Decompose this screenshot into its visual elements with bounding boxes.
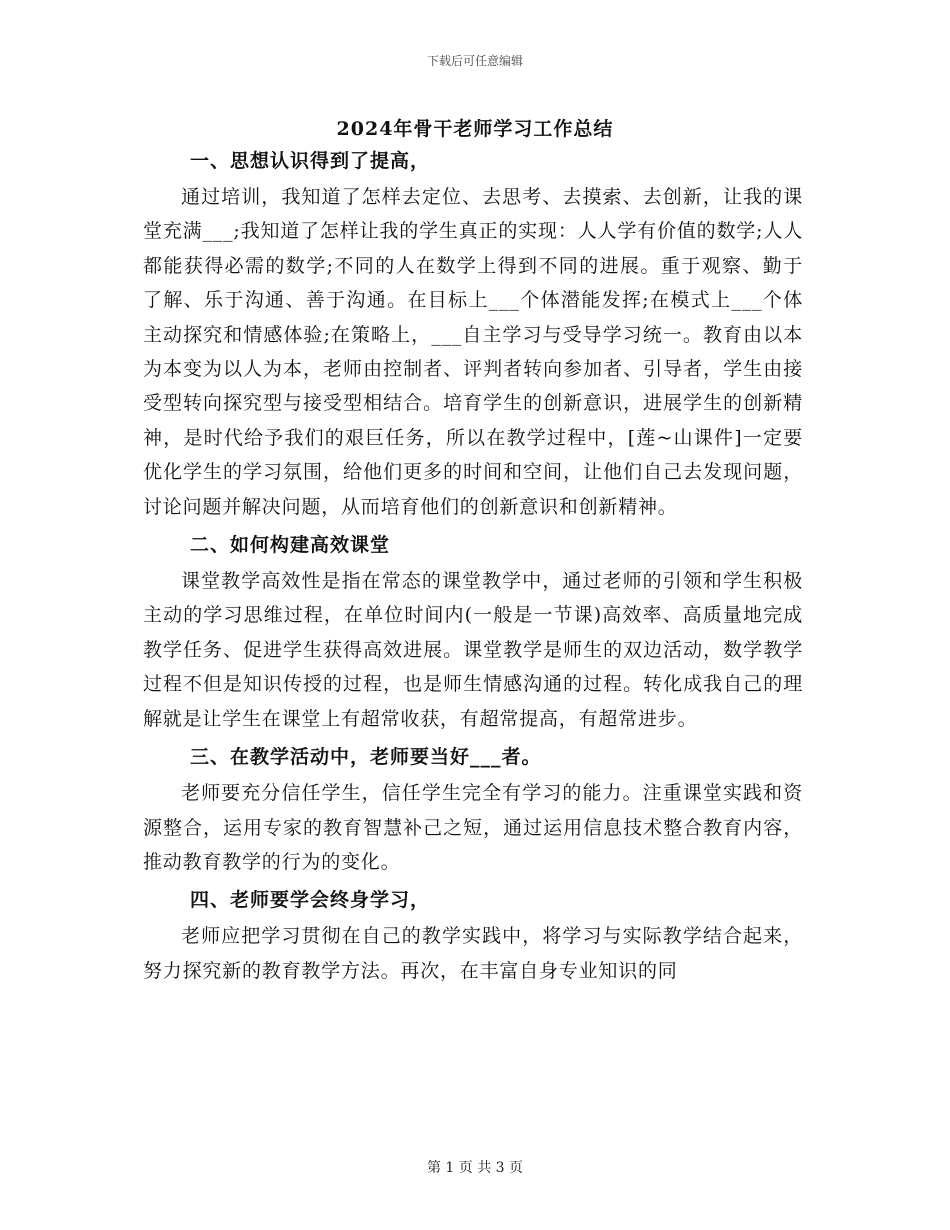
- section-paragraph: 老师应把学习贯彻在自己的教学实践中，将学习与实际教学结合起来，努力探究新的教育教学方法。再次，在丰富自身专业知识的同: [143, 925, 803, 982]
- section-heading: 四、老师要学会终身学习，: [190, 889, 431, 912]
- section-heading: 二、如何构建高效课堂: [190, 534, 391, 557]
- document-title: 2024年骨干老师学习工作总结: [336, 118, 614, 140]
- download-note: 下载后可任意编辑: [426, 54, 523, 68]
- section-2: [143, 528, 803, 736]
- section-heading: 三、在教学活动中，老师要当好___者。: [190, 746, 542, 769]
- page-indicator: 第 1 页 共 3 页: [426, 1160, 524, 1176]
- section-paragraph: 通过培训，我知道了怎样去定位、去思考、去摸索、去创新，让我的课堂充满___;我知道了怎样让我的学生真正的实现：人人学有价值的数学;人人都能获得必需的数学;不同的人在数学上得到不同的进展。重于观察、勤于了解、乐于沟通、善于沟通。在目标上___个体潜能发挥;在模式上___个体主动探究和情感体验;在策略上，___自主学习与受导学习统一。教育由以本为本变为以人为本，老师由控制者、评判者转向参加者、引导者，学生由接受型转向探究型与接受型相结合。培育学生的创新意识，进展学生的创新精神，是时代给予我们的艰巨任务，所以在教学过程中，[莲~山课件]一定要优化学生的学习氛围，给他们更多的时间和空间，让他们自己去发现问题，讨论问题并解决问题，从而培育他们的创新意识和创新精神。: [143, 186, 803, 518]
- document-body: [143, 144, 803, 992]
- section-paragraph: 课堂教学高效性是指在常态的课堂教学中，通过老师的引领和学生积极主动的学习思维过程，在单位时间内(一般是一节课)高效率、高质量地完成教学任务、促进学生获得高效进展。课堂教学是师生的双边活动，数学教学过程不但是知识传授的过程，也是师生情感沟通的过程。转化成我自己的理解就是让学生在课堂上有超常收获，有超常提高，有超常进步。: [143, 570, 803, 730]
- section-paragraph: 老师要充分信任学生，信任学生完全有学习的能力。注重课堂实践和资源整合，运用专家的教育智慧补己之短，通过运用信息技术整合教育内容，推动教育教学的行为的变化。: [143, 782, 803, 873]
- section-3: [143, 740, 803, 879]
- section-heading: 一、思想认识得到了提高，: [190, 150, 431, 172]
- section-1: [143, 144, 803, 524]
- section-4: [143, 883, 803, 988]
